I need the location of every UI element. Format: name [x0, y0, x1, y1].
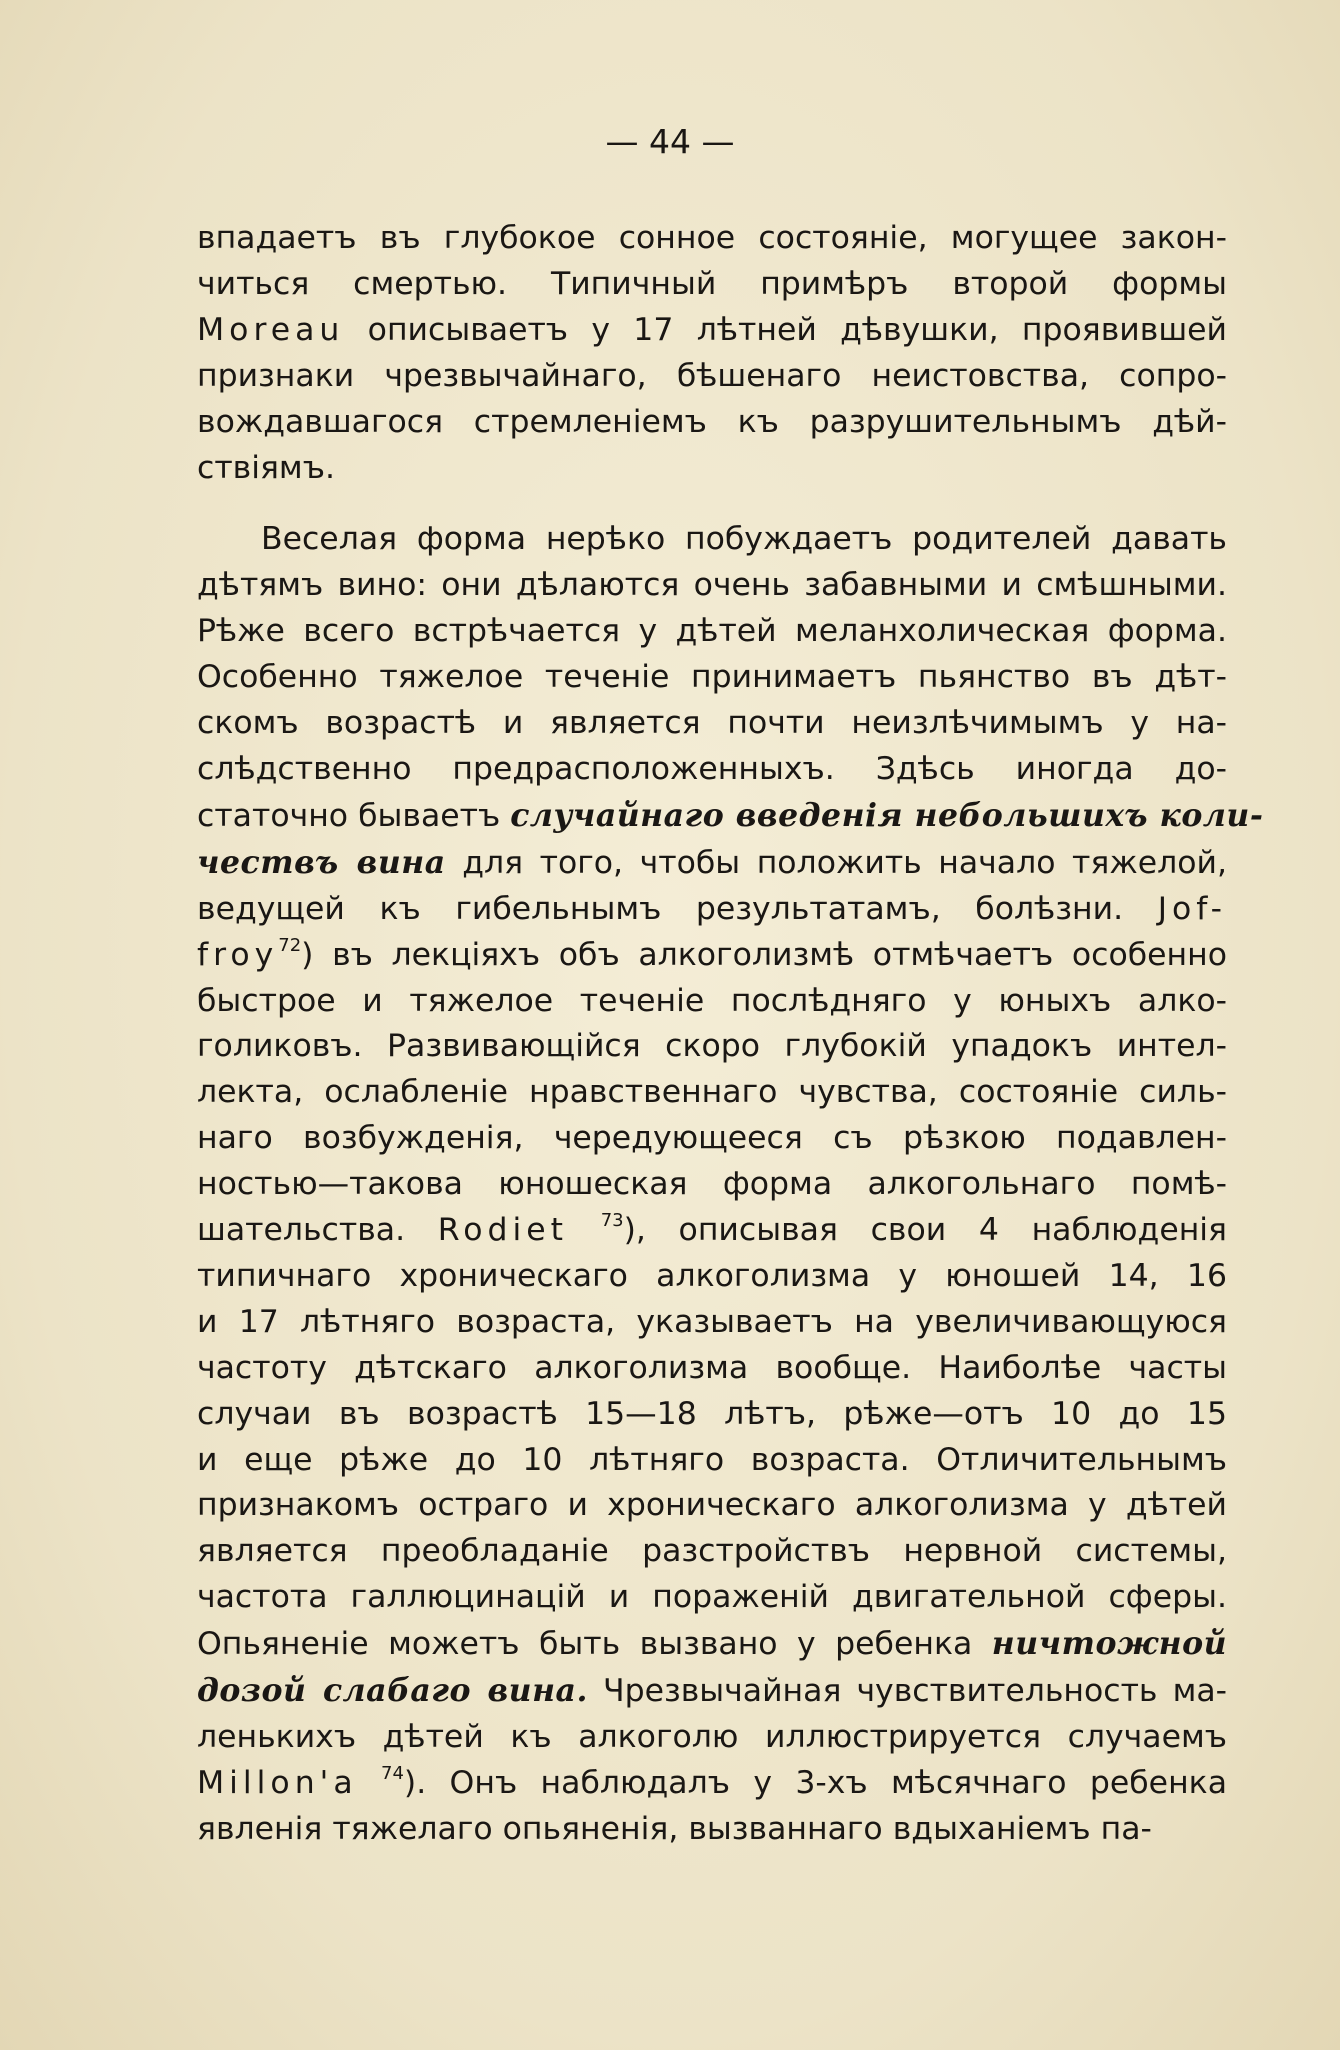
body-text: [197, 216, 1264, 1853]
text-run: ), описывая свои 4 наблюденiя: [623, 1212, 1227, 1249]
text-run: явленiя тяжелаго опьяненiя, вызваннаго вдыханiемъ па-: [197, 1810, 1152, 1847]
spaced-author-name: Millon'a: [197, 1764, 358, 1801]
text-run: лекта, ослабленiе нравственнаго чувства, состоянiе силь-: [197, 1074, 1227, 1111]
text-run: Опьяненiе можетъ быть вызвано у ребенка: [197, 1626, 992, 1663]
text-line: [197, 1070, 1227, 1116]
text-run: частота галлюцинацiй и пораженiй двигательной сферы.: [197, 1579, 1227, 1616]
text-run: статочно бываетъ: [197, 797, 511, 834]
italic-emphasis: ничтожной: [991, 1625, 1227, 1663]
text-line: [197, 1208, 1227, 1254]
italic-emphasis: случайнаго введенiя небольшихъ коли-: [510, 796, 1264, 834]
text-run: ) въ лекцiяхъ объ алкоголизмѣ отмѣчаетъ особенно: [301, 936, 1227, 973]
italic-emphasis: дозой слабаго вина.: [197, 1672, 588, 1710]
text-line: [197, 840, 1227, 887]
text-line: [197, 1529, 1227, 1575]
footnote-ref: 73: [600, 1210, 624, 1232]
text-line: [197, 1300, 1227, 1346]
text-line: [197, 793, 1264, 840]
text-run: признакомъ остраго и хроническаго алкоголизма у дѣтей: [197, 1487, 1227, 1524]
text-line: [197, 1024, 1227, 1070]
text-run: для того, чтобы положить начало тяжелой,: [445, 844, 1227, 881]
text-line: [197, 701, 1227, 747]
text-run: описываетъ у 17 лѣтней дѣвушки, проявившей: [344, 311, 1227, 348]
text-line: [197, 609, 1227, 655]
text-run: и 17 лѣтняго возраста, указываетъ на увеличивающуюся: [197, 1303, 1227, 1340]
text-run: Рѣже всего встрѣчается у дѣтей меланхолическая форма.: [197, 613, 1227, 650]
text-line: [197, 1254, 1227, 1300]
text-run: ствiямъ.: [197, 449, 335, 486]
page-number: — 44 —: [605, 122, 735, 161]
text-line: [197, 887, 1227, 933]
text-line: [197, 1621, 1227, 1668]
text-line: [197, 1715, 1227, 1761]
spaced-author-name: froy: [197, 936, 279, 973]
spaced-author-name: Jof-: [1157, 890, 1227, 927]
footnote-ref: 72: [278, 934, 302, 956]
text-line: [197, 400, 1227, 446]
text-run: ностью—такова юношеская форма алкогольнаго помѣ-: [197, 1166, 1227, 1203]
text-line: [197, 933, 1227, 979]
text-line: [197, 216, 1227, 262]
text-run: скомъ возрастѣ и является почти неизлѣчимымъ у на-: [197, 705, 1227, 742]
text-run: [568, 1212, 601, 1248]
footnote-ref: 74: [381, 1762, 404, 1784]
spaced-author-name: Rodiet: [437, 1212, 569, 1249]
text-line: [197, 979, 1227, 1025]
text-run: [358, 1765, 381, 1801]
text-run: признаки чрезвычайнаго, бѣшенаго неистовства, сопро-: [197, 357, 1227, 394]
text-line: [197, 563, 1227, 609]
italic-emphasis: чествъ вина: [197, 843, 446, 881]
text-line: [197, 1392, 1227, 1438]
text-line: [197, 747, 1227, 793]
text-line: [197, 308, 1227, 354]
text-run: типичнаго хроническаго алкоголизма у юношей 14, 16: [197, 1257, 1227, 1294]
text-line: [197, 1668, 1227, 1715]
text-run: читься смертью. Типичный примѣръ второй формы: [197, 265, 1227, 302]
text-line: [197, 655, 1227, 701]
text-line: [197, 1438, 1227, 1484]
text-line: [197, 1575, 1227, 1621]
text-line: [197, 1346, 1227, 1392]
text-run: частоту дѣтскаго алкоголизма вообще. Наиболѣе часты: [197, 1349, 1227, 1386]
text-run: дѣтямъ вино: они дѣлаются очень забавными и смѣшными.: [197, 567, 1227, 604]
text-run: ). Онъ наблюдалъ у 3-хъ мѣсячнаго ребенка: [403, 1764, 1227, 1801]
text-run: Особенно тяжелое теченiе принимаетъ пьянство въ дѣт-: [197, 659, 1227, 696]
text-run: и еще рѣже до 10 лѣтняго возраста. Отличительнымъ: [197, 1441, 1227, 1478]
text-run: слѣдственно предрасположенныхъ. Здѣсь иногда до-: [197, 750, 1227, 787]
text-run: вождавшагося стремленiемъ къ разрушительнымъ дѣй-: [197, 403, 1227, 440]
text-line: [197, 517, 1227, 563]
text-line: [197, 1807, 1227, 1853]
text-run: ведущей къ гибельнымъ результатамъ, болѣзни.: [197, 890, 1158, 927]
text-line: [197, 1761, 1227, 1807]
spaced-author-name: Moreau: [197, 311, 345, 348]
text-run: наго возбужденiя, чередующееся съ рѣзкою подавлен-: [197, 1120, 1227, 1157]
text-run: ленькихъ дѣтей къ алкоголю иллюстрируется случаемъ: [197, 1719, 1227, 1755]
text-line: [197, 1116, 1227, 1162]
text-run: впадаетъ въ глубокое сонное состоянiе, могущее закон-: [197, 220, 1227, 256]
text-run: Чрезвычайная чувствительность ма-: [587, 1673, 1227, 1710]
text-line: [197, 1162, 1227, 1208]
text-run: является преобладанiе разстройствъ нервной системы,: [197, 1533, 1227, 1570]
text-run: шательства.: [197, 1212, 438, 1249]
text-run: голиковъ. Развивающiйся скоро глубокiй упадокъ интел-: [197, 1028, 1227, 1065]
text-line: [197, 1483, 1227, 1529]
text-line: [197, 354, 1227, 400]
text-line: [197, 262, 1227, 308]
text-run: случаи въ возрастѣ 15—18 лѣтъ, рѣже—отъ 10 до 15: [197, 1395, 1227, 1432]
text-run: быстрое и тяжелое теченiе послѣдняго у юныхъ алко-: [197, 982, 1227, 1019]
text-line: [197, 446, 1227, 492]
text-run: Веселая форма нерѣко побуждаетъ родителей давать: [261, 521, 1227, 558]
